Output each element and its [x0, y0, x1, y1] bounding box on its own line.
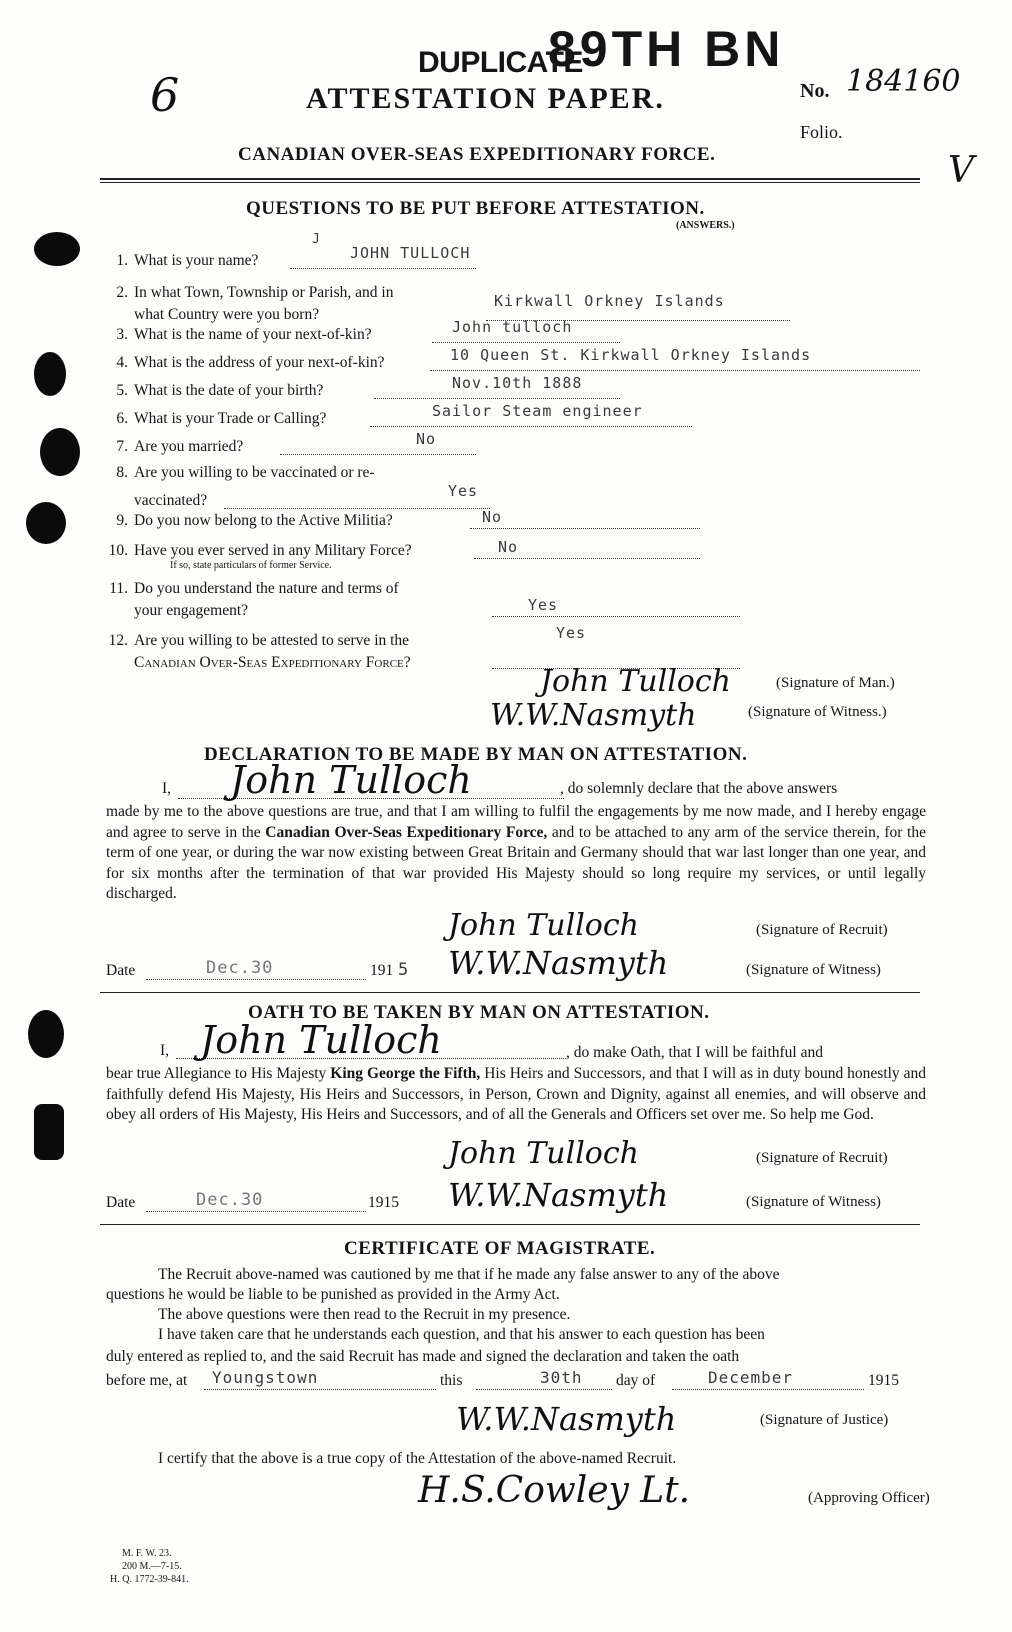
oath-signature-recruit-label: (Signature of Recruit) — [756, 1150, 888, 1166]
certificate-place: Youngstown — [212, 1368, 319, 1387]
signature-justice-label: (Signature of Justice) — [760, 1412, 889, 1428]
question-text-continued: vaccinated? — [134, 492, 208, 509]
signature-man-label: (Signature of Man.) — [776, 675, 895, 691]
answer-value: Yes — [448, 482, 479, 500]
question-text: Are you willing to be vaccinated or re- — [134, 464, 375, 481]
question-text: Have you ever served in any Military Force? — [134, 542, 412, 559]
answer-value: Sailor Steam engineer — [432, 402, 643, 420]
answer-value: Nov.10th 1888 — [452, 374, 583, 392]
certificate-line-5: duly entered as replied to, and the said Recruit has made and signed the declaration and taken the oath — [106, 1348, 740, 1365]
oath-title: OATH TO BE TAKEN BY MAN ON ATTESTATION. — [248, 1002, 710, 1023]
section-divider — [100, 1224, 920, 1225]
question-number: 12. — [108, 632, 128, 649]
answer-value: John tulloch — [452, 318, 573, 336]
oath-text-2b: His Heirs and Successors, and that I will as in duty bound honestly and faithfully defend His Majesty, His Heirs and Successors, in Person, Crown and Dignity, against all enemies, and will observe and obey all orders of His Majesty, His Heirs and Successors, and of all the Generals and Officers set over me. So help me God. — [106, 1065, 927, 1123]
oath-signature-witness-label: (Signature of Witness) — [746, 1194, 881, 1210]
header-divider — [100, 178, 920, 180]
question-text: What is the name of your next-of-kin? — [134, 326, 372, 343]
question-text: What is the date of your birth? — [134, 382, 324, 399]
question-number: 3. — [116, 326, 128, 343]
answer-line — [474, 558, 700, 559]
declaration-text-bold: Canadian Over-Seas Expeditionary Force, — [265, 823, 548, 841]
question-text-continued: Canadian Over-Seas Expeditionary Force? — [134, 654, 411, 671]
question-number: 8. — [116, 464, 128, 481]
punch-hole — [26, 502, 66, 544]
force-name: CANADIAN OVER-SEAS EXPEDITIONARY FORCE. — [238, 144, 716, 165]
oath-name: John Tulloch — [200, 1018, 442, 1062]
question-text: Are you willing to be attested to serve in the — [134, 632, 410, 649]
punch-hole — [28, 1010, 64, 1058]
answer-line — [432, 342, 620, 343]
declaration-year-prefix: 191 — [370, 962, 394, 979]
certificate-line-3: The above questions were then read to the Recruit in my presence. — [158, 1306, 571, 1323]
declaration-text-1: , do solemnly declare that the above answers — [560, 780, 838, 797]
oath-text-2a: bear true Allegiance to His Majesty — [106, 1065, 331, 1082]
oath-date: Dec.30 — [196, 1190, 264, 1210]
answer-line — [224, 508, 490, 509]
declaration-title: DECLARATION TO BE MADE BY MAN ON ATTESTATION. — [204, 744, 748, 765]
answer-line — [290, 268, 476, 269]
folio-label: Folio. — [800, 122, 843, 142]
answer-value: JOHN TULLOCH — [350, 244, 471, 262]
certificate-line-1: The Recruit above-named was cautioned by me that if he made any false answer to any of the above — [158, 1266, 780, 1283]
oath-year: 1915 — [368, 1194, 399, 1211]
declaration-year-suffix: 5 — [398, 960, 410, 980]
margin-note: 6 — [150, 68, 180, 122]
header-divider-2 — [100, 182, 920, 183]
section-divider — [100, 992, 920, 993]
question-text: What is your name? — [134, 252, 259, 269]
answer-value: No — [482, 508, 503, 526]
certificate-title: CERTIFICATE OF MAGISTRATE. — [344, 1238, 656, 1259]
signature-officer-label: (Approving Officer) — [808, 1490, 930, 1506]
oath-signature-recruit: John Tulloch — [448, 1136, 639, 1171]
question-text: Do you now belong to the Active Militia? — [134, 512, 393, 529]
oath-i: I, — [160, 1042, 170, 1059]
signature-witness-label-1: (Signature of Witness.) — [748, 704, 887, 720]
answer-prefix: J — [312, 232, 321, 247]
answer-value: No — [498, 538, 519, 556]
certificate-line-4: I have taken care that he understands each question, and that his answer to each question has been — [158, 1326, 765, 1343]
check-mark: V — [948, 150, 974, 191]
regimental-number: 184160 — [846, 64, 961, 99]
answers-label: (ANSWERS.) — [676, 220, 735, 231]
answer-line — [492, 616, 740, 617]
question-text: What is the address of your next-of-kin? — [134, 354, 385, 371]
certificate-day-of-label: day of — [616, 1372, 656, 1389]
certificate-place-line — [204, 1389, 436, 1390]
certificate-year: 1915 — [868, 1372, 899, 1389]
answer-line — [374, 398, 620, 399]
answer-value: Yes — [528, 596, 559, 614]
oath-text-1: , do make Oath, that I will be faithful and — [566, 1044, 823, 1061]
answer-value: Kirkwall Orkney Islands — [494, 292, 725, 310]
certificate-line-2: questions he would be liable to be punished as provided in the Army Act. — [106, 1286, 560, 1303]
question-number: 7. — [116, 438, 128, 455]
questions-title: QUESTIONS TO BE PUT BEFORE ATTESTATION. — [246, 198, 705, 219]
question-number: 10. — [108, 542, 128, 559]
certificate-day: 30th — [540, 1368, 583, 1387]
oath-body — [106, 1064, 926, 1126]
question-text-continued: your engagement? — [134, 602, 249, 619]
declaration-date-line — [146, 979, 366, 980]
declaration-i: I, — [162, 780, 172, 797]
question-number: 9. — [116, 512, 128, 529]
declaration-signature-witness-label: (Signature of Witness) — [746, 962, 881, 978]
declaration-date-label: Date — [106, 962, 136, 979]
declaration-date: Dec.30 — [206, 958, 274, 978]
question-number: 11. — [109, 580, 128, 597]
punch-hole — [34, 352, 66, 396]
hq-code: H. Q. 1772-39-841. — [110, 1574, 189, 1585]
question-text: In what Town, Township or Parish, and in — [134, 284, 394, 301]
oath-signature-witness: W.W.Nasmyth — [448, 1176, 669, 1214]
question-text: What is your Trade or Calling? — [134, 410, 327, 427]
declaration-text-2: made by me to the above questions are true, and that I am willing to fulfil the engagements by me now made, and I hereby engage and agree to serve in the — [106, 803, 926, 841]
declaration-name: John Tulloch — [230, 758, 472, 802]
question-number: 6. — [116, 410, 128, 427]
certificate-month: December — [708, 1368, 794, 1387]
print-run: 200 M.—7-15. — [122, 1561, 182, 1572]
declaration-signature-recruit-label: (Signature of Recruit) — [756, 922, 888, 938]
declaration-text-3: and to be attached to any arm of the service therein, for the term of one year, or during the war now existing between Great Britain and Germany should that war last longer than one year, and for six months after the termination of that war provided His Majesty should so long require my services, or until legally discharged. — [106, 823, 926, 902]
answer-line — [370, 426, 692, 427]
question-text-continued: If so, state particulars of former Service. — [170, 560, 332, 571]
certificate-copy-note: I certify that the above is a true copy of the Attestation of the above-named Recruit. — [158, 1450, 677, 1467]
punch-hole — [34, 232, 80, 266]
document-title: ATTESTATION PAPER. — [306, 82, 665, 115]
signature-man: John Tulloch — [540, 664, 731, 699]
number-label: No. — [800, 80, 830, 102]
question-text: Are you married? — [134, 438, 244, 455]
answer-line — [430, 370, 920, 371]
certificate-this-label: this — [440, 1372, 463, 1389]
signature-justice: W.W.Nasmyth — [456, 1400, 677, 1438]
declaration-body — [106, 802, 926, 905]
punch-hole — [40, 428, 80, 476]
declaration-signature-recruit: John Tulloch — [448, 908, 639, 943]
certificate-before-label: before me, at — [106, 1372, 188, 1389]
oath-date-label: Date — [106, 1194, 136, 1211]
form-code: M. F. W. 23. — [122, 1548, 172, 1559]
question-text-continued: what Country were you born? — [134, 306, 320, 323]
battalion-stamp: 89TH BN — [548, 21, 785, 77]
answer-value: Yes — [556, 624, 587, 642]
declaration-signature-witness: W.W.Nasmyth — [448, 944, 669, 982]
certificate-month-line — [672, 1389, 864, 1390]
answer-line — [470, 528, 700, 529]
punch-hole — [34, 1104, 64, 1160]
question-number: 1. — [116, 252, 128, 269]
answer-line — [280, 454, 476, 455]
question-number: 5. — [116, 382, 128, 399]
question-number: 4. — [116, 354, 128, 371]
signature-officer: H.S.Cowley Lt. — [418, 1470, 691, 1511]
certificate-day-line — [476, 1389, 612, 1390]
answer-value: No — [416, 430, 437, 448]
oath-text-bold: King George the Fifth, — [330, 1065, 481, 1082]
question-text: Do you understand the nature and terms of — [134, 580, 399, 597]
oath-date-line — [146, 1211, 366, 1212]
signature-witness-1: W.W.Nasmyth — [490, 698, 697, 733]
duplicate-stamp: DUPLICATE — [418, 46, 583, 79]
answer-value: 10 Queen St. Kirkwall Orkney Islands — [450, 346, 812, 364]
question-number: 2. — [116, 284, 128, 301]
